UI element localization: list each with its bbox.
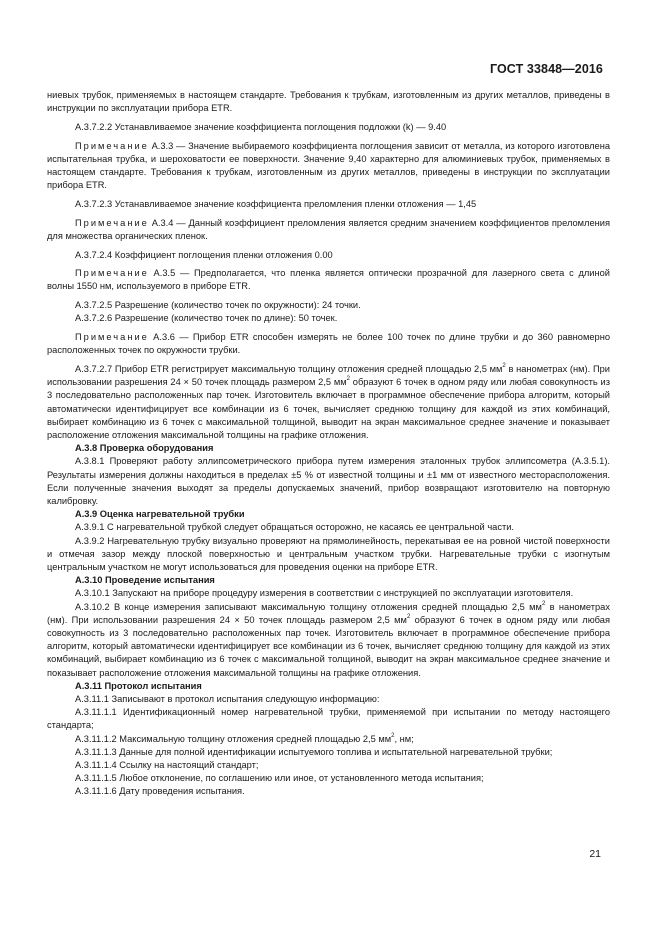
superscript: 2 <box>406 613 411 620</box>
paragraph: А.3.11.1.3 Данные для полной идентификации испытуемого топлива и испытательной нагревательной трубки; <box>75 746 553 757</box>
section-heading: А.3.11 Протокол испытания <box>75 680 202 691</box>
paragraph: А.3.11.1.1 Идентификационный номер нагревательной трубки, применяемой при испытании по методу настоящего стандарта; <box>47 707 610 731</box>
paragraph: ниевых трубок, применяемых в настоящем стандарте. Требования к трубкам, изготовленным из других металлов, приведены в инструкции по эксплуатации прибора ETR. <box>47 90 610 114</box>
paragraph: А.3.11.1.6 Дату проведения испытания. <box>75 786 245 797</box>
section-heading: А.3.8 Проверка оборудования <box>75 443 214 454</box>
note <box>47 331 610 357</box>
note-label: Примечание <box>75 332 149 343</box>
document-id: ГОСТ 33848—2016 <box>489 62 603 76</box>
text-span: , нм; <box>394 733 414 744</box>
paragraph: А.3.11.1 Записывают в протокол испытания следующую информацию: <box>75 694 380 705</box>
page-number: 21 <box>589 848 601 860</box>
paragraph <box>47 363 610 442</box>
note-label: Примечание <box>75 217 149 228</box>
note-text: А.3.6 — Прибор ETR способен измерять не более 100 точек по длине трубки и до 360 равномерно расположенных точек по окружности трубки. <box>47 332 610 356</box>
note <box>47 140 610 193</box>
paragraph: А.3.9.1 С нагревательной трубкой следует обращаться осторожно, не касаясь ее центральной части. <box>75 522 515 533</box>
text-span: в нанометрах (нм). При использовании разрешения 24 × 50 точек площадь размером 2,5 мм <box>47 601 610 625</box>
superscript: 2 <box>541 600 546 607</box>
text-span: образуют 6 точек в одном ряду или любая совокупность из 3 последовательно расположенных пар точек. Изготовитель включает в программное обеспечение прибора алгоритм, который автоматически идентифицирует все комбинации из 6 точек, вычисляет среднюю толщину для каждой из этих комбинаций, выбирает комбинацию из 6 точек с максимальной толщиной, выводит на экран максимальное среднее значение и показывает расположение отложения максимальной толщины на графике отложения. <box>47 614 610 678</box>
paragraph: А.3.11.1.5 Любое отклонение, по соглашению или иное, от установленного метода испытания; <box>75 773 484 784</box>
paragraph: А.3.10.1 Запускают на приборе процедуру измерения в соответствии с инструкцией по эксплуатации изготовителя. <box>75 588 574 599</box>
paragraph <box>47 733 610 746</box>
text-span: А.3.11.1.2 Максимальную толщину отложения средней площадью 2,5 мм <box>75 733 392 744</box>
text-span: в нанометрах (нм). При использовании разрешения 24 × 50 точек площадь размером 2,5 мм <box>47 363 610 388</box>
note-text: А.3.5 — Предполагается, что пленка является оптически прозрачной для лазерного света с длиной волны 1550 нм, используемого в приборе ETR. <box>47 268 610 292</box>
note-label: Примечание <box>75 268 149 279</box>
paragraph: А.3.7.2.2 Устанавливаемое значение коэффициента поглощения подложки (k) — 9.40 <box>75 121 447 132</box>
section-heading: А.3.9 Оценка нагревательной трубки <box>75 509 245 520</box>
paragraph: А.3.7.2.6 Разрешение (количество точек по длине): 50 точек. <box>75 313 338 324</box>
paragraph: А.3.7.2.3 Устанавливаемое значение коэффициента преломления пленки отложения — 1,45 <box>75 198 477 209</box>
superscript: 2 <box>346 376 350 383</box>
note-label: Примечание <box>75 140 149 151</box>
text-span: А.3.7.2.7 Прибор ETR регистрирует максимальную толщину отложения средней площадью 2,5 мм <box>75 363 503 374</box>
note-text: А.3.3 — Значение выбираемого коэффициента поглощения зависит от металла, из которого изготовлена испытательная трубка, и шероховатости ее поверхности. Значение 9,40 характерно для алюминиевых трубок, применяемых в настоящем стандарте. Требования к трубкам, изготовленным из других металлов, приведены в инструкции по эксплуатации прибора ETR. <box>47 140 610 191</box>
paragraph: А.3.7.2.4 Коэффициент поглощения пленки отложения 0.00 <box>75 249 333 260</box>
note-text: А.3.4 — Данный коэффициент преломления является средним значением коэффициентов преломления для множества органических пленок. <box>47 217 610 241</box>
superscript: 2 <box>502 362 506 369</box>
note <box>47 267 610 293</box>
note <box>47 217 610 243</box>
paragraph: А.3.9.2 Нагревательную трубку визуально проверяют на прямолинейность, перекатывая ее на ровной чистой поверхности и отмечая зазор между плоской поверхностью и центральным участком трубки. Нагревательные трубки с изогнутым центральным участком не могут использоваться для проведения оценки на приборе ETR. <box>47 535 610 572</box>
text-span: А.3.10.2 В конце измерения записывают максимальную толщину отложения средней площадью 2,5 мм <box>75 601 542 612</box>
paragraph: А.3.11.1.4 Ссылку на настоящий стандарт; <box>75 760 259 771</box>
superscript: 2 <box>391 732 395 739</box>
text-span: образуют 6 точек в одном ряду или любая совокупность из 3 последовательно расположенных пар точек. Изготовитель включает в программное обеспечение прибора алгоритм, который автоматически идентифицирует все комбинации из 6 точек, вычисляет среднюю толщину для каждой из этих комбинаций, выбирает комбинацию из 6 точек с максимальной толщиной, выводит на экран максимальное среднее значение и показывает расположение отложения максимальной толщины на графике отложения. <box>47 377 610 440</box>
section-heading: А.3.10 Проведение испытания <box>75 575 215 586</box>
paragraph <box>47 601 610 680</box>
paragraph: А.3.8.1 Проверяют работу эллипсометрического прибора путем измерения эталонных трубок эллипсометра (А.3.5.1). Результаты измерения должны находиться в пределах ±5 % от известной толщины и ±1 мм от известного месторасположения. Если полученные значения выходят за пределы допускаемых значений, прибор возвращают изготовителю на повторную калибровку. <box>47 456 610 506</box>
document-body <box>47 89 610 799</box>
paragraph: А.3.7.2.5 Разрешение (количество точек по окружности): 24 точки. <box>75 300 361 311</box>
